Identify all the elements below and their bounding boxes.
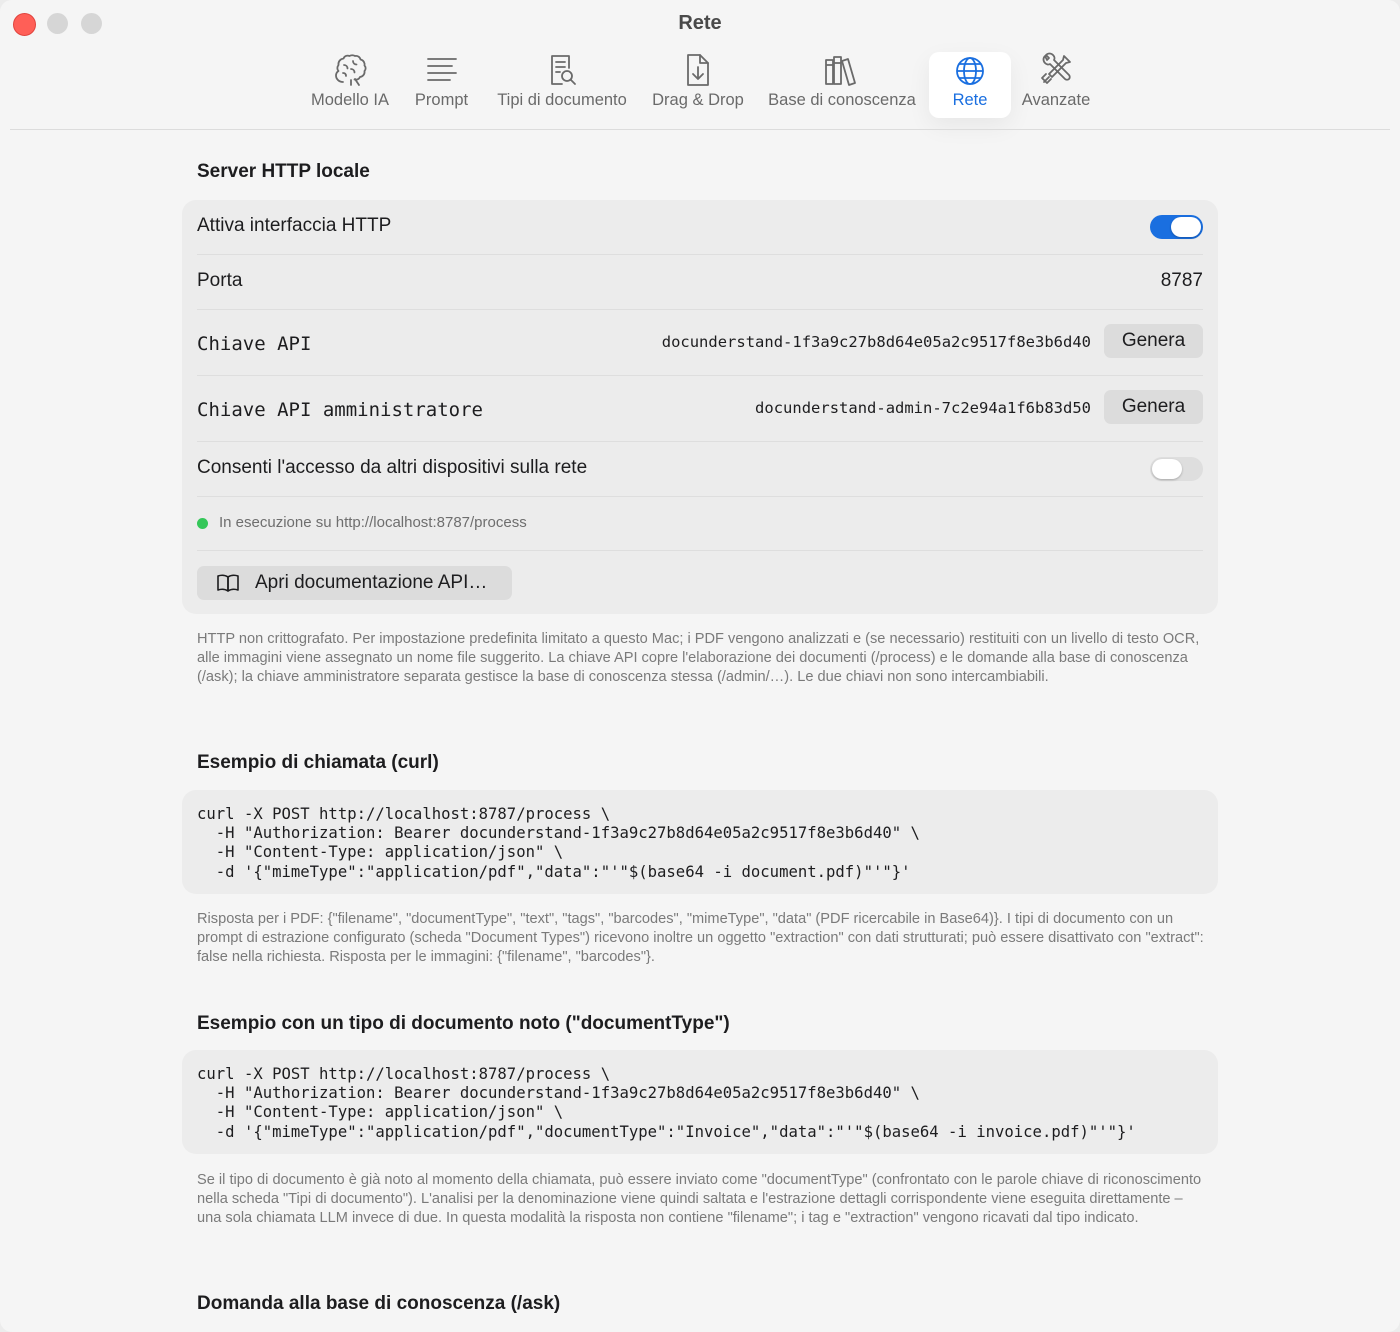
row-api-key <box>197 310 1203 376</box>
row-enable-http <box>197 200 1203 255</box>
settings-content <box>0 130 1400 1332</box>
tools-icon <box>1017 52 1095 88</box>
port-label: Porta <box>197 270 243 291</box>
status-running-dot <box>197 518 208 529</box>
window-title: Rete <box>678 12 722 34</box>
brain-icon <box>306 52 394 88</box>
enable-http-toggle[interactable] <box>1150 215 1203 239</box>
row-lan-access <box>197 442 1203 497</box>
tab-label: Tipi di documento <box>497 91 627 109</box>
tab-label: Rete <box>952 91 988 109</box>
doctype-code-block[interactable]: curl -X POST http://localhost:8787/process \ -H "Authorization: Bearer docunderstand-1f3a9c27b8d64e05a2c9517f8e3b6d40" \ -H "Content-Type: application/json" \ -d '{"mimeType":"application/pdf","documentType":"Invoice","data":"'"$(base64 -i invoice.pdf)"'"}' <box>197 1065 1136 1141</box>
curl-code-block[interactable]: curl -X POST http://localhost:8787/process \ -H "Authorization: Bearer docunderstand-1f3a9c27b8d64e05a2c9517f8e3b6d40" \ -H "Content-Type: application/json" \ -d '{"mimeType":"application/pdf","data":"'"$(base64 -i document.pdf)"'"}' <box>197 805 920 881</box>
text-lines-icon <box>406 52 477 88</box>
row-admin-key <box>197 376 1203 442</box>
generate-admin-key-button[interactable]: Genera <box>1104 390 1203 424</box>
document-search-icon <box>488 52 636 88</box>
port-value[interactable]: 8787 <box>1160 270 1203 291</box>
tab-label: Prompt <box>414 91 469 109</box>
section-title-curl: Esempio di chiamata (curl) <box>197 752 439 773</box>
generate-api-key-button[interactable]: Genera <box>1104 324 1203 358</box>
tab-drag-drop[interactable] <box>645 52 751 118</box>
doctype-code-card <box>182 1050 1218 1154</box>
lan-access-toggle[interactable] <box>1150 457 1203 481</box>
tab-label: Modello IA <box>311 91 389 109</box>
status-text: In esecuzione su http://localhost:8787/process <box>219 514 527 531</box>
tab-tipi-di-documento[interactable] <box>488 52 636 118</box>
api-key-value[interactable]: docunderstand-1f3a9c27b8d64e05a2c9517f8e3b6d40 <box>661 333 1091 351</box>
tab-label: Drag & Drop <box>652 91 744 109</box>
enable-http-label: Attiva interfaccia HTTP <box>197 215 392 236</box>
server-note: HTTP non crittografato. Per impostazione predefinita limitato a questo Mac; i PDF vengono analizzati e (se necessario) restituiti con un livello di testo OCR, alle immagini viene assegnato un nome file suggerito. La chiave API copre l'elaborazione dei documenti (/process) e le domande alla base di conoscenza (/ask); la chiave amministratore separata gestisce la base di conoscenza stessa (/admin/…). Le due chiavi non sono intercambiabili. <box>197 631 1200 686</box>
section-title-server: Server HTTP locale <box>197 161 370 182</box>
open-api-docs-button[interactable] <box>197 566 512 600</box>
open-api-docs-label: Apri documentazione API… <box>255 572 488 593</box>
tab-avanzate[interactable] <box>1017 52 1095 118</box>
tab-prompt[interactable] <box>406 52 477 118</box>
tab-label: Avanzate <box>1021 91 1091 109</box>
server-settings-card <box>182 200 1218 614</box>
book-icon <box>216 573 240 593</box>
lan-access-label: Consenti l'accesso da altri dispositivi sulla rete <box>197 457 588 478</box>
admin-key-label: Chiave API amministratore <box>197 399 483 421</box>
admin-key-value[interactable]: docunderstand-admin-7c2e94a1f6b83d50 <box>755 399 1091 417</box>
tab-rete[interactable] <box>929 52 1011 118</box>
row-status <box>197 497 1203 551</box>
section-title-doctype: Esempio con un tipo di documento noto ("documentType") <box>197 1013 730 1034</box>
document-download-icon <box>645 52 751 88</box>
doctype-note: Se il tipo di documento è già noto al momento della chiamata, può essere inviato come "documentType" (confrontato con le parole chiave di riconoscimento nella scheda "Tipi di documento"). L'analisi per la denominazione viene quindi saltata e l'estrazione dettagli corrispondente viene eseguita direttamente – una sola chiamata LLM invece di due. In questa modalità la risposta non contiene "filename"; i tag e "extraction" vengono ricavati dal tipo indicato. <box>197 1172 1202 1227</box>
api-key-label: Chiave API <box>197 333 312 355</box>
tab-label: Base di conoscenza <box>768 91 916 109</box>
tab-base-di-conoscenza[interactable] <box>760 52 924 118</box>
section-title-ask: Domanda alla base di conoscenza (/ask) <box>197 1293 561 1314</box>
title-bar <box>0 0 1400 130</box>
curl-note: Risposta per i PDF: {"filename", "documentType", "text", "tags", "barcodes", "mimeType", "data" (PDF ricercabile in Base64)}. I tipi di documento con un prompt di estrazione configurato (scheda "Document Types") ricevono inoltre un oggetto "extraction" con dati strutturati; può essere disattivato con "extract": false nella richiesta. Risposta per le immagini: {"filename", "barcodes"}. <box>197 911 1204 966</box>
globe-icon <box>929 52 1011 88</box>
curl-code-card <box>182 790 1218 894</box>
tab-modello-ia[interactable] <box>306 52 394 118</box>
books-icon <box>760 52 924 88</box>
row-port <box>197 255 1203 310</box>
